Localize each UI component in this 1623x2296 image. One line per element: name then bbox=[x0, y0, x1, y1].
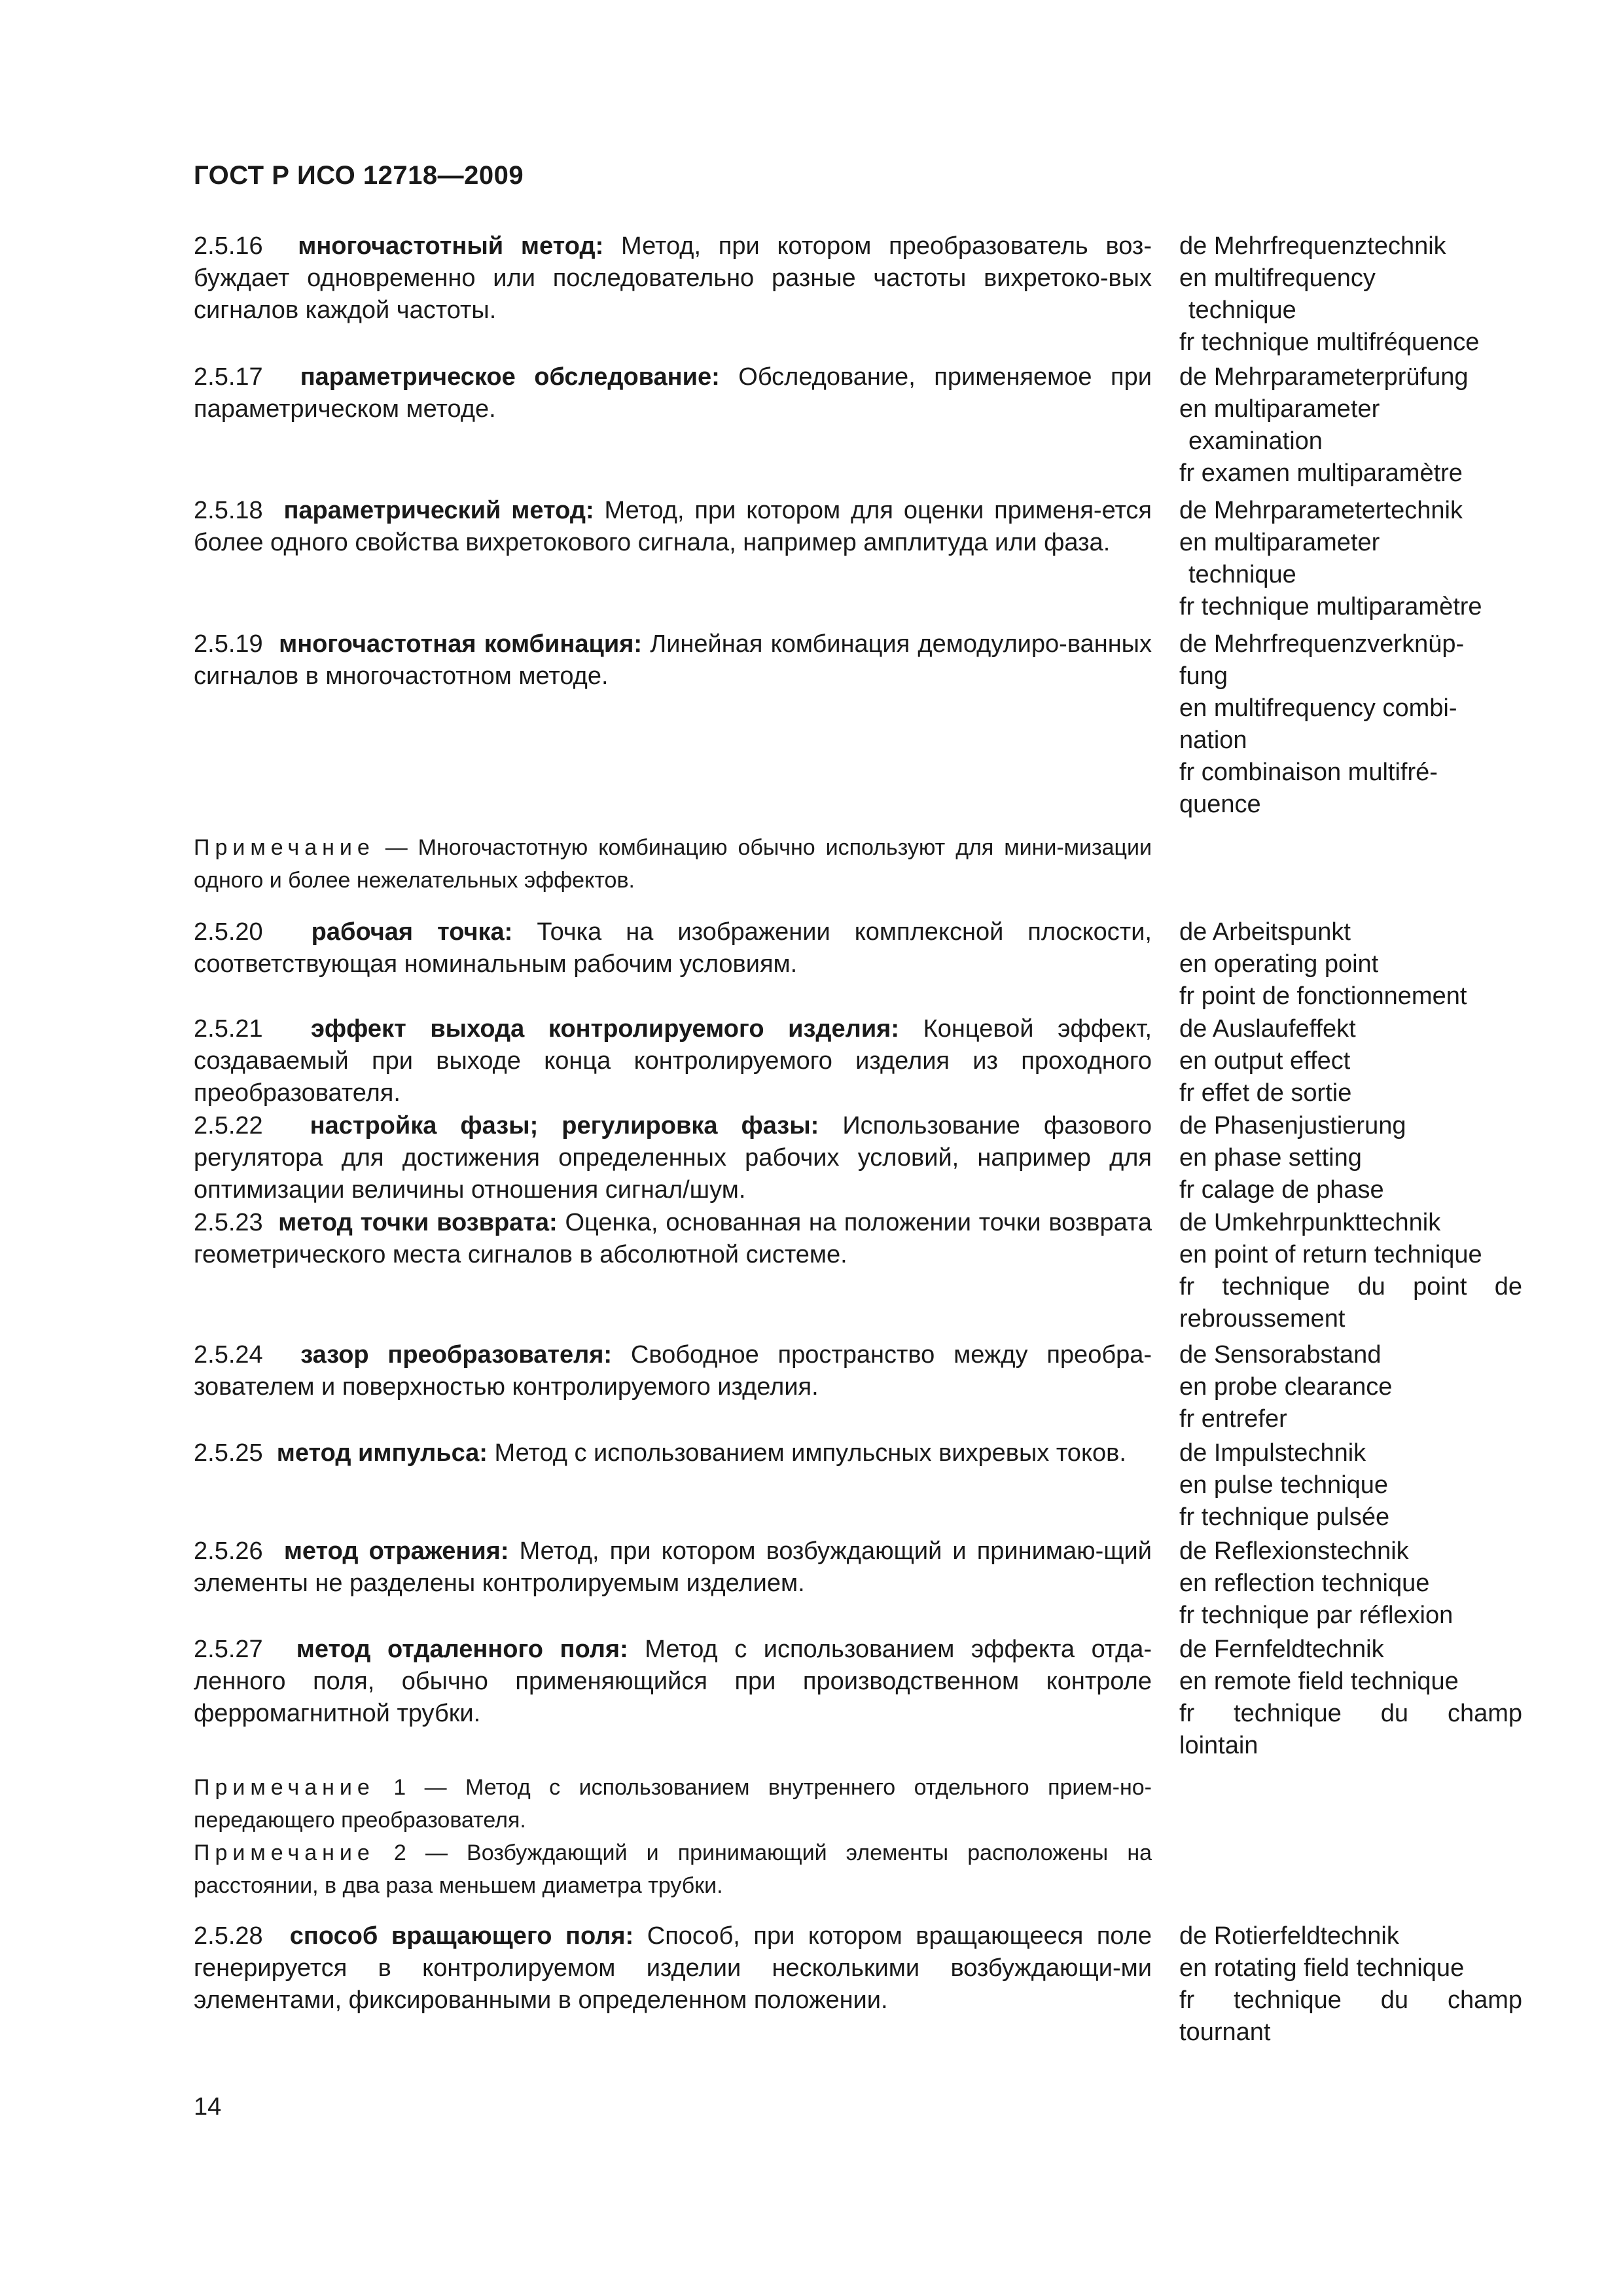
term-name: метод отражения: bbox=[283, 1537, 509, 1565]
term-equivalents: de Impulstechnik en pulse technique fr technique pulsée bbox=[1179, 1439, 1390, 1531]
document-header: ГОСТ Р ИСО 12718—2009 bbox=[194, 161, 524, 190]
term-definition: 2.5.18 параметрический метод: Метод, при котором для оценки применя-ется более одного свойства вихретокового сигнала, например амплитуда или фаза. bbox=[194, 497, 1152, 556]
term-name: многочастотная комбинация: bbox=[279, 630, 643, 658]
page-number: 14 bbox=[194, 2093, 222, 2121]
term-equivalents: de Mehrparameterprüfung en multiparameter examination fr examen multiparamètre bbox=[1179, 363, 1469, 487]
note-1: Примечание 1 — Метод с использованием внутреннего отдельного прием-но-передающего преобразователя. bbox=[194, 1775, 1152, 1833]
term-name: способ вращающего поля: bbox=[289, 1922, 634, 1950]
note: Примечание — Многочастотную комбинацию обычно используют для мини-мизации одного и более нежелательных эффектов. bbox=[194, 835, 1152, 893]
term-name: настройка фазы; регулировка фазы: bbox=[310, 1112, 819, 1139]
term-equivalents: de Phasenjustierung en phase setting fr calage de phase bbox=[1179, 1112, 1406, 1204]
term-definition: 2.5.21 эффект выхода контролируемого изделия: Концевой эффект, создаваемый при выходе конца контролируемого изделия из проходного преобразователя. bbox=[194, 1015, 1152, 1107]
term-equivalents: de Sensorabstand en probe clearance fr entrefer bbox=[1179, 1341, 1393, 1433]
term-equivalents: de Auslaufeffekt en output effect fr effet de sortie bbox=[1179, 1015, 1356, 1107]
term-definition: 2.5.17 параметрическое обследование: Обследование, применяемое при параметрическом методе. bbox=[194, 363, 1152, 423]
term-equivalents: de Reflexionstechnik en reflection technique fr technique par réflexion bbox=[1179, 1537, 1454, 1629]
term-definition: 2.5.19 многочастотная комбинация: Линейная комбинация демодулиро-ванных сигналов в многочастотном методе. bbox=[194, 630, 1152, 690]
term-name: рабочая точка: bbox=[311, 918, 513, 946]
term-name: параметрический метод: bbox=[283, 497, 594, 524]
term-name: метод отдаленного поля: bbox=[296, 1636, 628, 1663]
term-name: метод импульса: bbox=[276, 1439, 488, 1467]
term-equivalents: de Mehrparametertechnik en multiparameter technique fr technique multiparamètre bbox=[1179, 497, 1482, 620]
term-definition: 2.5.26 метод отражения: Метод, при котором возбуждающий и принимаю-щий элементы не разделены контролируемым изделием. bbox=[194, 1537, 1152, 1597]
term-name: параметрическое обследование: bbox=[300, 363, 720, 391]
term-name: эффект выхода контролируемого изделия: bbox=[310, 1015, 900, 1043]
term-definition: 2.5.27 метод отдаленного поля: Метод с использованием эффекта отда-ленного поля, обычно применяющийся при производственном контроле ферромагнитной трубки. bbox=[194, 1636, 1152, 1727]
term-definition: 2.5.28 способ вращающего поля: Способ, при котором вращающееся поле генерируется в контролируемом изделии несколькими возбуждающи-ми элементами, фиксированными в определенном положении. bbox=[194, 1922, 1152, 2014]
term-definition: 2.5.25 метод импульса: Метод с использованием импульсных вихревых токов. bbox=[194, 1439, 1126, 1467]
term-definition: 2.5.24 зазор преобразователя: Свободное пространство между преобра-зователем и поверхностью контролируемого изделия. bbox=[194, 1341, 1152, 1401]
term-equivalents: de Umkehrpunkttechnik en point of return technique fr technique du point de rebroussement bbox=[1179, 1209, 1522, 1333]
note-2: Примечание 2 — Возбуждающий и принимающий элементы расположены на расстоянии, в два раза меньшем диаметра трубки. bbox=[194, 1840, 1152, 1898]
term-equivalents: de Arbeitspunkt en operating point fr point de fonctionnement bbox=[1179, 918, 1467, 1010]
term-equivalents: de Rotierfeldtechnik en rotating field technique fr technique du champ tournant bbox=[1179, 1922, 1522, 2046]
term-definition: 2.5.23 метод точки возврата: Оценка, основанная на положении точки возврата геометрического места сигналов в абсолютной системе. bbox=[194, 1209, 1152, 1268]
term-name: зазор преобразователя: bbox=[300, 1341, 613, 1369]
term-equivalents: de Fernfeldtechnik en remote field technique fr technique du champ lointain bbox=[1179, 1636, 1522, 1759]
term-name: метод точки возврата: bbox=[278, 1209, 558, 1236]
term-name: многочастотный метод: bbox=[298, 232, 604, 260]
term-definition: 2.5.20 рабочая точка: Точка на изображении комплексной плоскости, соответствующая номинальным рабочим условиям. bbox=[194, 918, 1152, 978]
term-definition: 2.5.22 настройка фазы; регулировка фазы: Использование фазового регулятора для достижения определенных рабочих условий, например для оптимизации величины отношения сигнал/шум. bbox=[194, 1112, 1152, 1204]
term-equivalents: de Mehrfrequenztechnik en multifrequency technique fr technique multifréquence bbox=[1179, 232, 1480, 356]
term-definition: 2.5.16 многочастотный метод: Метод, при котором преобразователь воз-буждает одновременно или последовательно разные частоты вихретоко-вых сигналов каждой частоты. bbox=[194, 232, 1152, 324]
term-equivalents: de Mehrfrequenzverknüp- fung en multifrequency combi- nation fr combinaison multifré- quence bbox=[1179, 630, 1465, 818]
